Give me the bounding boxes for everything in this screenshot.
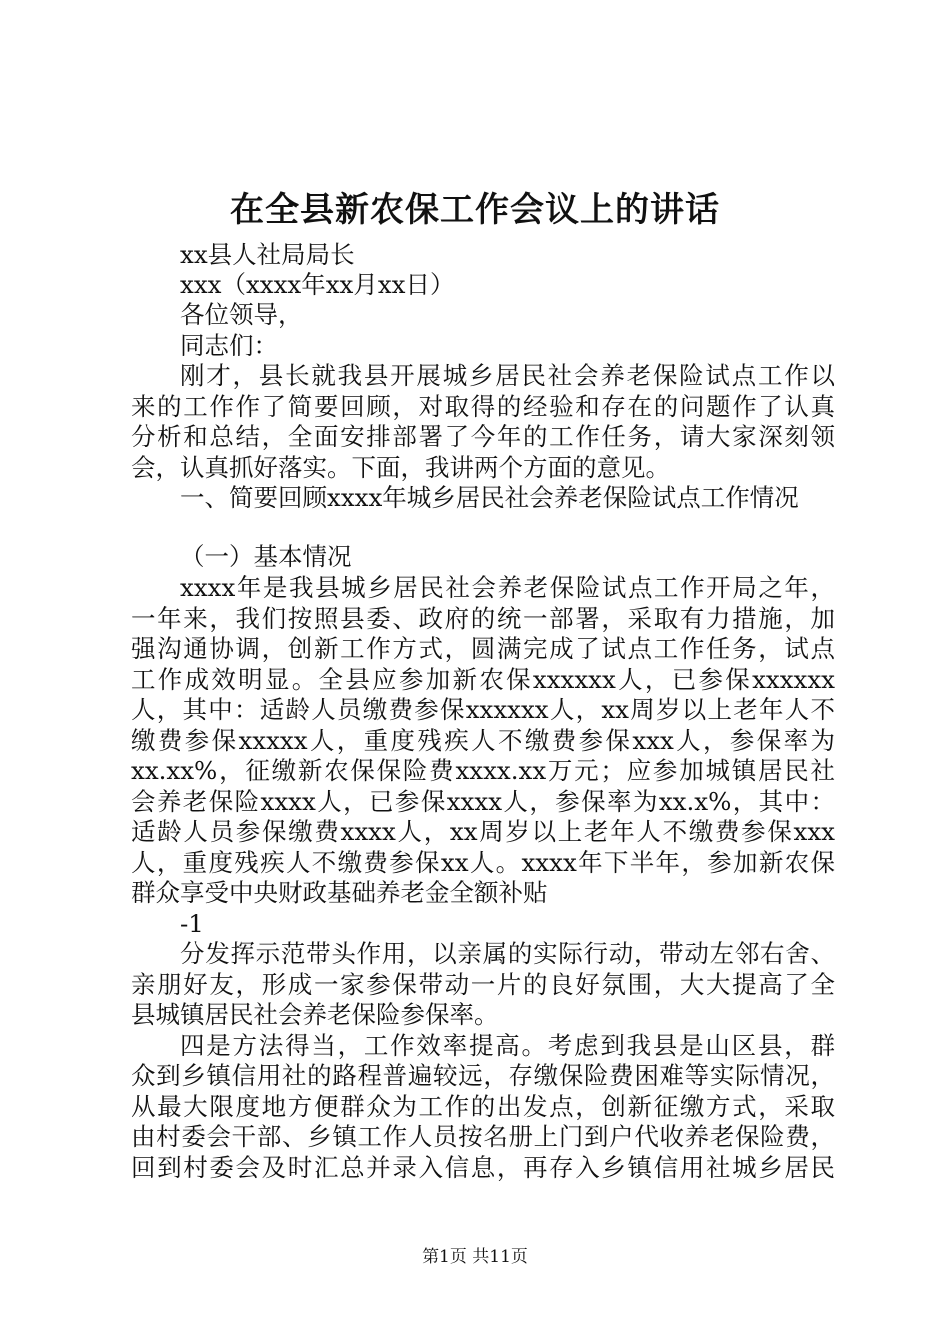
subsection-heading: （一）基本情况 <box>180 542 352 571</box>
paragraph-line: 适龄人员参保缴费xxxx人，xx周岁以上老年人不缴费参保xxx <box>131 817 835 846</box>
paragraph-line: 来的工作作了简要回顾，对取得的经验和存在的问题作了认真 <box>131 392 835 421</box>
paragraph-line: 会养老保险xxxx人，已参保xxxx人，参保率为xx.x%，其中： <box>131 787 835 816</box>
paragraph-line: 县城镇居民社会养老保险参保率。 <box>131 1000 499 1029</box>
paragraph-line: 一年来，我们按照县委、政府的统一部署，采取有力措施，加 <box>131 604 835 633</box>
salutation-leaders: 各位领导， <box>180 300 303 329</box>
paragraph-line: 人，其中：适龄人员缴费参保xxxxxx人，xx周岁以上老年人不 <box>131 695 835 724</box>
paragraph-line: xxxx年是我县城乡居民社会养老保险试点工作开局之年， <box>180 573 835 602</box>
paragraph-line: 强沟通协调，创新工作方式，圆满完成了试点工作任务，试点 <box>131 634 835 663</box>
inline-page-marker: -1 <box>180 909 204 938</box>
paragraph-line: 工作成效明显。全县应参加新农保xxxxxx人，已参保xxxxxx <box>131 665 835 694</box>
paragraph-line: 人，重度残疾人不缴费参保xx人。xxxx年下半年，参加新农保 <box>131 848 835 877</box>
paragraph-line: 从最大限度地方便群众为工作的出发点，创新征缴方式，采取 <box>131 1092 835 1121</box>
paragraph-line: 刚才，县长就我县开展城乡居民社会养老保险试点工作以 <box>180 361 835 390</box>
paragraph-line: 亲朋好友，形成一家参保带动一片的良好氛围，大大提高了全 <box>131 970 835 999</box>
speaker-title: xx县人社局局长 <box>180 240 355 269</box>
paragraph-line: 群众享受中央财政基础养老金全额补贴 <box>131 878 548 907</box>
paragraph-line: 回到村委会及时汇总并录入信息，再存入乡镇信用社城乡居民 <box>131 1153 835 1182</box>
document-title: 在全县新农保工作会议上的讲话 <box>230 190 720 230</box>
paragraph-line: 分发挥示范带头作用，以亲属的实际行动，带动左邻右舍、 <box>180 939 835 968</box>
paragraph-line: 四是方法得当，工作效率提高。考虑到我县是山区县，群 <box>180 1031 835 1060</box>
paragraph-line: 由村委会干部、乡镇工作人员按名册上门到户代收养老保险费， <box>131 1122 835 1151</box>
section-heading: 一、简要回顾xxxx年城乡居民社会养老保险试点工作情况 <box>180 483 799 512</box>
paragraph-line: 缴费参保xxxxx人，重度残疾人不缴费参保xxx人，参保率为 <box>131 726 835 755</box>
paragraph-line: xx.xx%，征缴新农保保险费xxxx.xx万元；应参加城镇居民社 <box>131 756 835 785</box>
paragraph-line: 众到乡镇信用社的路程普遍较远，存缴保险费困难等实际情况， <box>131 1061 835 1090</box>
page-footer: 第1页 共11页 <box>422 1247 528 1267</box>
salutation-comrades: 同志们： <box>180 331 278 360</box>
paragraph-line: 分析和总结，全面安排部署了今年的工作任务，请大家深刻领 <box>131 422 835 451</box>
speaker-date: xxx（xxxx年xx月xx日） <box>180 270 455 299</box>
paragraph-line: 会，认真抓好落实。下面，我讲两个方面的意见。 <box>131 453 670 482</box>
